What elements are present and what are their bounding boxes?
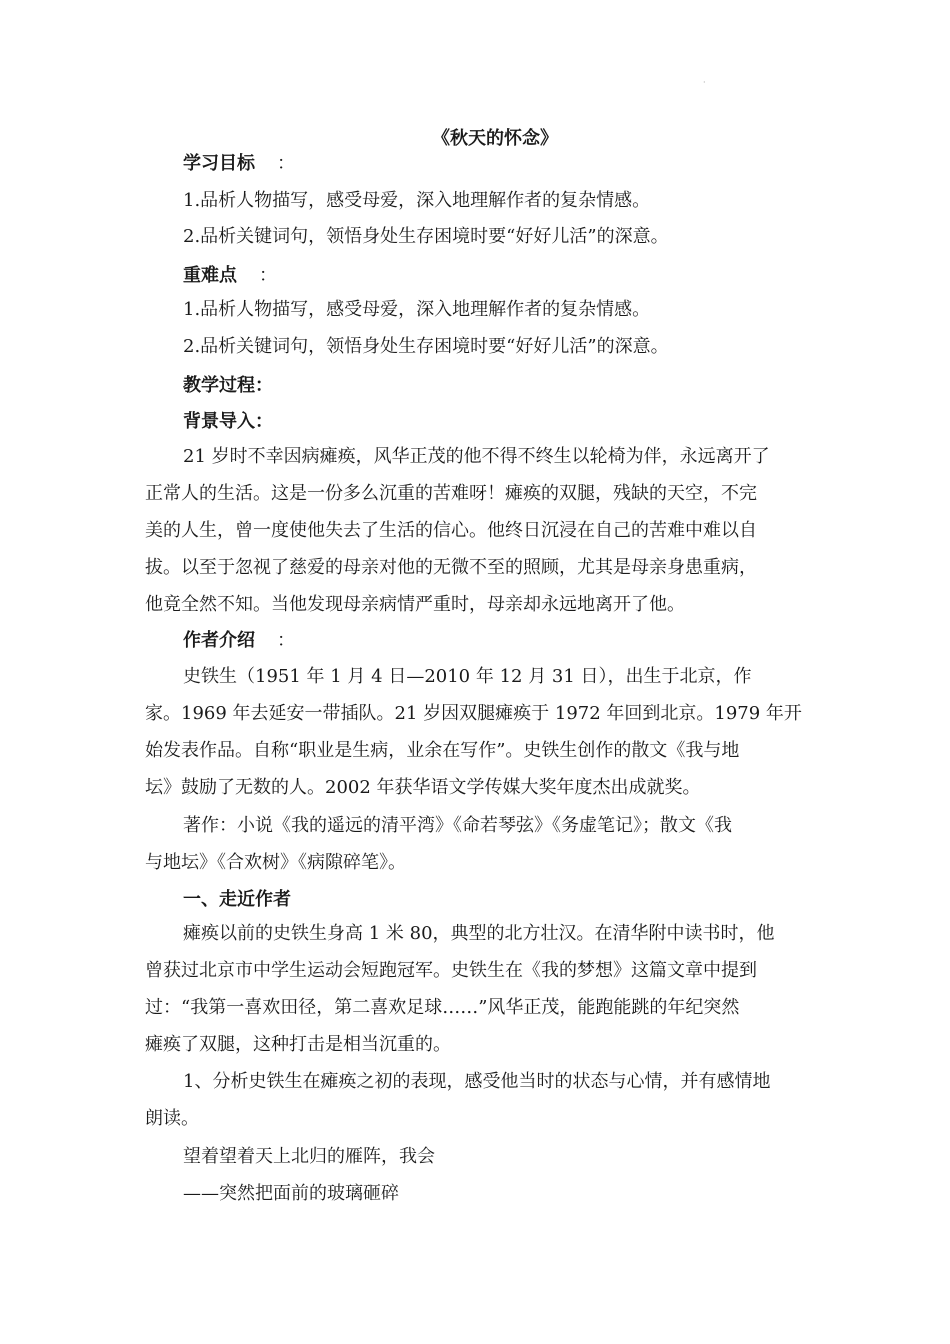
objectives-colon: ： — [277, 153, 295, 174]
background-line-1: 21 岁时不幸因病瘫痪，风华正茂的他不得不终生以轮椅为伴，永远离开了 — [183, 446, 770, 467]
author-heading — [183, 627, 853, 655]
key-points-colon: ： — [259, 265, 277, 286]
task-line-2: 朗读。 — [145, 1108, 199, 1129]
background-line-5: 他竟全然不知。当他发现母亲病情严重时，母亲却永远地离开了他。 — [145, 594, 685, 615]
works-line-2: 与地坛》《合欢树》《病隙碎笔》。 — [145, 852, 406, 873]
background-heading: 背景导入： — [183, 411, 273, 432]
page-mark: · — [703, 78, 706, 87]
quote-line-2: ——突然把面前的玻璃砸碎 — [183, 1183, 399, 1204]
section1-heading: 一、走近作者 — [183, 889, 291, 910]
task-line-1: 1、分析史铁生在瘫痪之初的表现，感受他当时的状态与心情，并有感情地 — [183, 1071, 771, 1092]
section1-line-2: 曾获过北京市中学生运动会短跑冠军。史铁生在《我的梦想》这篇文章中提到 — [145, 960, 757, 981]
key-point-item-2: 2.品析关键词句，领悟身处生存困境时要“好好儿活”的深意。 — [183, 336, 669, 357]
objective-item-2: 2.品析关键词句，领悟身处生存困境时要“好好儿活”的深意。 — [183, 226, 669, 247]
author-line-4: 坛》鼓励了无数的人。2002 年获华语文学传媒大奖年度杰出成就奖。 — [145, 777, 701, 798]
section1-line-4: 瘫痪了双腿，这种打击是相当沉重的。 — [145, 1034, 451, 1055]
key-points-heading — [183, 262, 853, 290]
background-line-4: 拔。以至于忽视了慈爱的母亲对他的无微不至的照顾，尤其是母亲身患重病， — [145, 557, 757, 578]
objectives-heading-text: 学习目标 — [183, 153, 255, 174]
objective-item-1: 1.品析人物描写，感受母爱，深入地理解作者的复杂情感。 — [183, 190, 651, 211]
key-point-item-1: 1.品析人物描写，感受母爱，深入地理解作者的复杂情感。 — [183, 299, 651, 320]
background-line-2: 正常人的生活。这是一份多么沉重的苦难呀！瘫痪的双腿，残缺的天空，不完 — [145, 483, 757, 504]
key-points-heading-text: 重难点 — [183, 265, 237, 286]
page-title: 《秋天的怀念》 — [432, 128, 558, 149]
section1-line-1: 瘫痪以前的史铁生身高 1 米 80，典型的北方壮汉。在清华附中读书时，他 — [183, 923, 775, 944]
works-line-1: 著作：小说《我的遥远的清平湾》《命若琴弦》《务虚笔记》；散文《我 — [183, 815, 732, 836]
quote-line-1: 望着望着天上北归的雁阵，我会 — [183, 1146, 435, 1167]
section1-line-3: 过：“我第一喜欢田径，第二喜欢足球……”风华正茂，能跑能跳的年纪突然 — [145, 997, 740, 1018]
author-colon: ： — [277, 630, 295, 651]
author-heading-text: 作者介绍 — [183, 630, 255, 651]
author-line-2: 家。1969 年去延安一带插队。21 岁因双腿瘫痪于 1972 年回到北京。1979 年开 — [145, 703, 802, 724]
process-heading: 教学过程： — [183, 375, 273, 396]
background-line-3: 美的人生，曾一度使他失去了生活的信心。他终日沉浸在自己的苦难中难以自 — [145, 520, 757, 541]
objectives-heading — [183, 150, 853, 178]
author-line-1: 史铁生（1951 年 1 月 4 日—2010 年 12 月 31 日），出生于北京，作 — [183, 666, 752, 687]
author-line-3: 始发表作品。自称“职业是生病，业余在写作”。史铁生创作的散文《我与地 — [145, 740, 740, 761]
